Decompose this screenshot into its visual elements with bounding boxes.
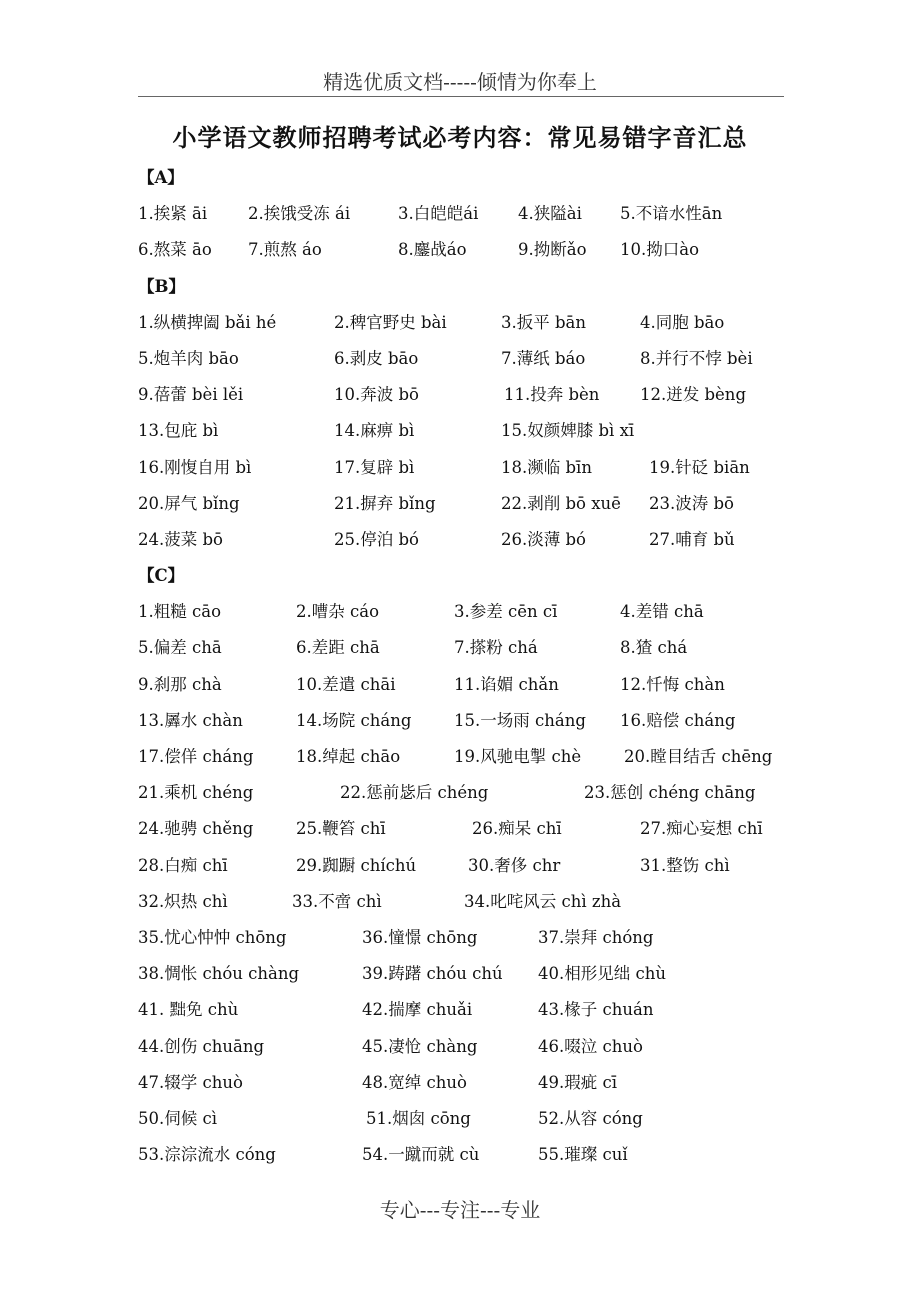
section-label: 【A】 (138, 168, 184, 187)
word-entry: 50.伺候 cì (138, 1108, 218, 1128)
word-entry: 53.淙淙流水 cóng (138, 1145, 276, 1165)
word-entry: 11.投奔 bèn (504, 385, 600, 405)
word-entry: 7.煎熬 áo (248, 240, 322, 260)
word-entry: 7.搽粉 chá (454, 638, 538, 658)
word-entry: 9.蓓蕾 bèi lěi (138, 385, 244, 405)
word-entry: 29.踟蹰 chíchú (296, 855, 417, 875)
word-entry: 26.淡薄 bó (501, 529, 586, 549)
word-entry: 25.鞭笞 chī (296, 819, 386, 839)
word-entry: 8.鏖战áo (398, 240, 467, 260)
word-entry: 4.差错 chā (620, 602, 704, 622)
word-entry: 25.停泊 bó (334, 529, 419, 549)
word-entry: 3.扳平 bān (501, 312, 587, 332)
word-entry: 16.赔偿 cháng (620, 710, 736, 730)
entry-row (138, 377, 798, 413)
section-label: 【C】 (138, 566, 185, 586)
word-entry: 20.屏气 bǐng (138, 493, 240, 513)
word-entry: 16.刚愎自用 bì (138, 457, 252, 477)
word-entry: 26.痴呆 chī (472, 819, 562, 839)
word-entry: 6.熬菜 āo (138, 240, 212, 260)
word-entry: 27.哺育 bǔ (649, 529, 735, 549)
word-entry: 24.菠菜 bō (138, 529, 223, 549)
document-title: 小学语文教师招聘考试必考内容：常见易错字音汇总 (172, 123, 748, 152)
word-entry: 1.粗糙 cāo (138, 602, 221, 622)
entry-row (138, 992, 798, 1028)
word-entry: 5.炮羊肉 bāo (138, 348, 239, 368)
word-entry: 9.刹那 chà (138, 674, 222, 694)
entry-row (138, 1101, 798, 1137)
word-entry: 55.璀璨 cuǐ (538, 1145, 628, 1165)
word-entry: 1.挨紧 āi (138, 204, 208, 224)
entry-row (138, 775, 798, 811)
word-entry: 8.猹 chá (620, 638, 688, 658)
word-entry: 46.啜泣 chuò (538, 1036, 643, 1056)
word-entry: 12.迸发 bèng (640, 385, 747, 405)
entry-row (138, 232, 798, 268)
word-entry: 10.奔波 bō (334, 385, 419, 405)
word-entry: 3.参差 cēn cī (454, 602, 558, 622)
word-list (138, 160, 798, 1173)
word-entry: 37.崇拜 chóng (538, 927, 654, 947)
word-entry: 23.波涛 bō (649, 493, 734, 513)
entry-row (138, 848, 798, 884)
entry-row (138, 1065, 798, 1101)
word-entry: 3.白皑皑ái (398, 204, 479, 224)
word-entry: 20.瞠目结舌 chēng (624, 747, 773, 766)
entry-row (138, 884, 798, 920)
word-entry: 2.嘈杂 cáo (296, 602, 379, 622)
word-entry: 1.纵横捭阖 bǎi hé (138, 312, 277, 332)
word-entry: 31.整饬 chì (640, 855, 730, 875)
word-entry: 8.并行不悖 bèi (640, 348, 753, 368)
section-heading (138, 160, 798, 196)
page-footer: 专心---专注---专业 (379, 1198, 541, 1222)
entry-row (138, 703, 798, 739)
word-entry: 43.椽子 chuán (538, 1000, 654, 1020)
word-entry: 14.麻痹 bì (334, 421, 415, 441)
section-heading (138, 269, 798, 305)
word-entry: 44.创伤 chuāng (138, 1036, 265, 1056)
word-entry: 4.同胞 bāo (640, 312, 725, 332)
word-entry: 40.相形见绌 chù (538, 964, 666, 984)
word-entry: 12.忏悔 chàn (620, 674, 725, 694)
word-entry: 52.从容 cóng (538, 1108, 643, 1128)
word-entry: 22.惩前毖后 chéng (340, 783, 489, 803)
word-entry: 7.薄纸 báo (501, 348, 586, 368)
word-entry: 36.憧憬 chōng (362, 927, 478, 947)
word-entry: 19.针砭 biān (649, 457, 750, 477)
word-entry: 11.谄媚 chǎn (454, 674, 559, 694)
entry-row (138, 522, 798, 558)
word-entry: 5.不谙水性ān (620, 204, 723, 224)
entry-row (138, 667, 798, 703)
word-entry: 10.拗口ào (620, 240, 700, 260)
word-entry: 54.一蹴而就 cù (362, 1145, 480, 1165)
word-entry: 30.奢侈 chr (468, 855, 561, 875)
section-label: 【B】 (138, 276, 185, 296)
word-entry: 21.乘机 chéng (138, 783, 254, 803)
word-entry: 14.场院 cháng (296, 710, 412, 730)
page-header: 精选优质文档-----倾情为你奉上 (323, 70, 597, 94)
word-entry: 39.踌躇 chóu chú (362, 964, 503, 984)
word-entry: 4.狭隘ài (518, 204, 582, 224)
entry-row (138, 486, 798, 522)
word-entry: 33.不啻 chì (292, 891, 382, 911)
entry-row (138, 341, 798, 377)
entry-row (138, 811, 798, 847)
word-entry: 35.忧心忡忡 chōng (138, 927, 287, 947)
word-entry: 10.差遣 chāi (296, 674, 396, 694)
word-entry: 49.瑕疵 cī (538, 1072, 618, 1092)
entry-row (138, 630, 798, 666)
word-entry: 27.痴心妄想 chī (640, 819, 763, 839)
word-entry: 19.风驰电掣 chè (454, 747, 582, 766)
word-entry: 42.揣摩 chuǎi (362, 1000, 473, 1020)
word-entry: 18.濒临 bīn (501, 457, 592, 477)
word-entry: 21.摒弃 bǐng (334, 493, 436, 513)
word-entry: 23.惩创 chéng chāng (584, 783, 756, 803)
word-entry: 38.惆怅 chóu chàng (138, 964, 300, 984)
entry-row (138, 739, 798, 775)
word-entry: 32.炽热 chì (138, 891, 228, 911)
word-entry: 17.复辟 bì (334, 457, 415, 477)
word-entry: 41. 黜免 chù (138, 1000, 239, 1020)
entry-row (138, 1137, 798, 1173)
word-entry: 15.一场雨 cháng (454, 710, 586, 730)
entry-row (138, 594, 798, 630)
word-entry: 48.宽绰 chuò (362, 1072, 467, 1092)
word-entry: 2.挨饿受冻 ái (248, 204, 351, 224)
word-entry: 18.绰起 chāo (296, 747, 401, 766)
word-entry: 13.羼水 chàn (138, 710, 243, 730)
entry-row (138, 196, 798, 232)
entry-row (138, 413, 798, 449)
word-entry: 9.拗断ǎo (518, 240, 587, 260)
word-entry: 15.奴颜婢膝 bì xī (501, 421, 635, 441)
word-entry: 5.偏差 chā (138, 638, 222, 658)
word-entry: 24.驰骋 chěng (138, 819, 254, 839)
entry-row (138, 450, 798, 486)
entry-row (138, 920, 798, 956)
word-entry: 22.剥削 bō xuē (501, 493, 621, 513)
word-entry: 13.包庇 bì (138, 421, 219, 441)
entry-row (138, 956, 798, 992)
section-heading (138, 558, 798, 594)
word-entry: 6.差距 chā (296, 638, 380, 658)
word-entry: 28.白痴 chī (138, 855, 228, 875)
word-entry: 51.烟囱 cōng (366, 1108, 471, 1128)
header-divider (138, 96, 784, 97)
word-entry: 45.凄怆 chàng (362, 1036, 478, 1056)
word-entry: 6.剥皮 bāo (334, 348, 419, 368)
word-entry: 17.偿佯 cháng (138, 747, 254, 766)
word-entry: 2.稗官野史 bài (334, 312, 447, 332)
word-entry: 47.辍学 chuò (138, 1072, 243, 1092)
entry-row (138, 1029, 798, 1065)
word-entry: 34.叱咤风云 chì zhà (464, 891, 622, 911)
entry-row (138, 305, 798, 341)
